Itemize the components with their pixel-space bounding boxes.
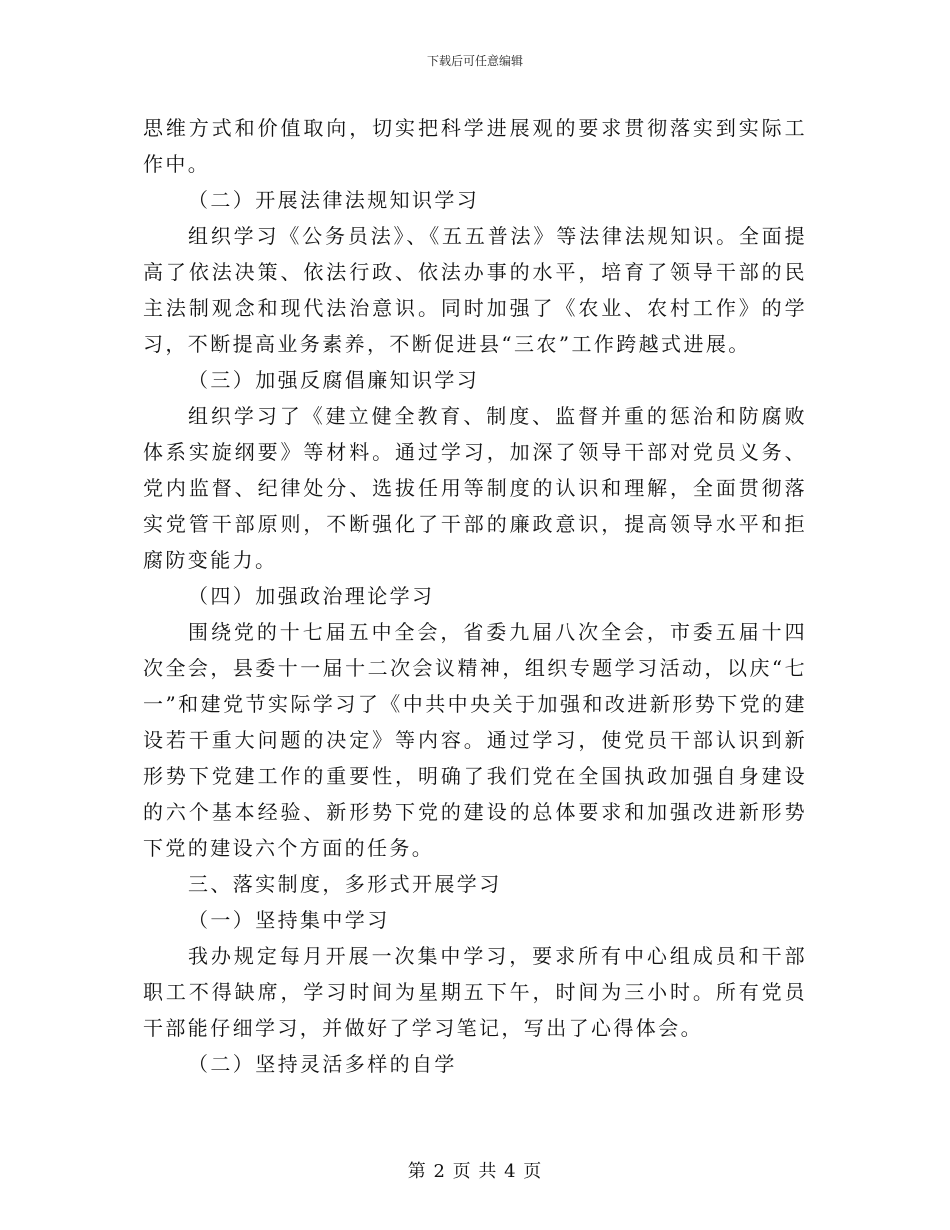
section-heading: （二）坚持灵活多样的自学 [188, 1052, 457, 1076]
section-heading: （二）开展法律法规知识学习 [188, 188, 480, 212]
section-heading: （一）坚持集中学习 [188, 908, 390, 932]
page-header: 下载后可任意编辑 [426, 54, 523, 68]
page-number-footer: 第 2 页 共 4 页 [407, 1161, 543, 1182]
section-heading: （三）加强反腐倡廉知识学习 [188, 368, 480, 392]
chapter-heading: 三、落实制度，多形式开展学习 [188, 872, 502, 896]
paragraph: 我办规定每月开展一次集中学习，要求所有中心组成员和干部职工不得缺席，学习时间为星期五下午，时间为三小时。所有党员干部能仔细学习，并做好了学习笔记，写出了心得体会。 [143, 944, 807, 1040]
paragraph: 围绕党的十七届五中全会，省委九届八次全会，市委五届十四次全会，县委十一届十二次会议精神，组织专题学习活动，以庆“七一”和建党节实际学习了《中共中央关于加强和改进新形势下党的建设若干重大问题的决定》等内容。通过学习，使党员干部认识到新形势下党建工作的重要性，明确了我们党在全国执政加强自身建设的六个基本经验、新形势下党的建设的总体要求和加强改进新形势下党的建设六个方面的任务。 [143, 620, 807, 860]
document-body [143, 110, 807, 1082]
section-heading: （四）加强政治理论学习 [188, 584, 435, 608]
paragraph: 组织学习了《建立健全教育、制度、监督并重的惩治和防腐败体系实旋纲要》等材料。通过学习，加深了领导干部对党员义务、党内监督、纪律处分、选拔任用等制度的认识和理解，全面贯彻落实党管干部原则，不断强化了干部的廉政意识，提高领导水平和拒腐防变能力。 [143, 404, 807, 572]
paragraph: 组织学习《公务员法》、《五五普法》等法律法规知识。全面提高了依法决策、依法行政、依法办事的水平，培育了领导干部的民主法制观念和现代法治意识。同时加强了《农业、农村工作》的学习，不断提高业务素养，不断促进县“三农”工作跨越式进展。 [143, 224, 807, 356]
paragraph: 思维方式和价值取向，切实把科学进展观的要求贯彻落实到实际工作中。 [143, 116, 807, 176]
